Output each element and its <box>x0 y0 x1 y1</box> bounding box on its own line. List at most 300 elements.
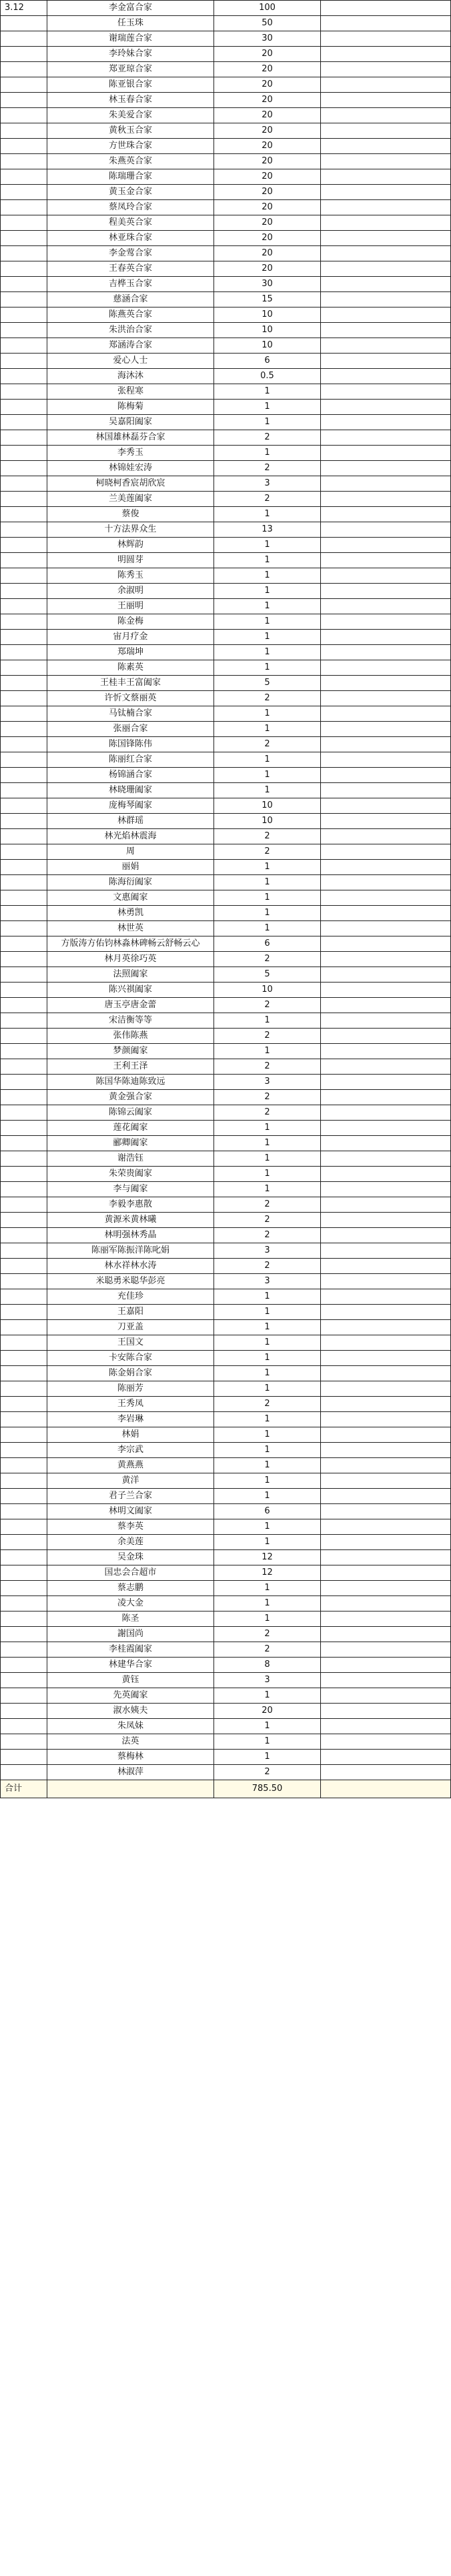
date-cell <box>1 768 47 783</box>
date-cell <box>1 906 47 921</box>
table-row <box>1 599 451 614</box>
donor-name: 郑瑞坤 <box>47 645 214 660</box>
date-cell <box>1 1565 47 1581</box>
date-cell <box>1 921 47 936</box>
empty-cell <box>321 1197 451 1213</box>
empty-cell <box>321 200 451 215</box>
empty-cell <box>321 998 451 1013</box>
empty-cell <box>321 1213 451 1228</box>
empty-cell <box>321 844 451 860</box>
date-cell <box>1 1734 47 1750</box>
empty-cell <box>321 1581 451 1596</box>
donor-name: 朱燕英合家 <box>47 154 214 169</box>
empty-cell <box>321 1550 451 1565</box>
donor-name: 蔡梅林 <box>47 1750 214 1765</box>
donor-name: 淑水姨夫 <box>47 1704 214 1719</box>
donor-name: 刀亚盖 <box>47 1320 214 1335</box>
date-cell <box>1 1136 47 1151</box>
date-cell <box>1 492 47 507</box>
empty-cell <box>321 1658 451 1673</box>
donor-name: 程美英合家 <box>47 215 214 231</box>
date-cell <box>1 568 47 584</box>
donor-name: 郦卿阖家 <box>47 1136 214 1151</box>
donor-name: 陈秀玉 <box>47 568 214 584</box>
empty-cell <box>321 1704 451 1719</box>
date-cell <box>1 844 47 860</box>
donation-amount: 1 <box>214 1136 321 1151</box>
donation-amount: 50 <box>214 16 321 31</box>
table-row <box>1 1335 451 1351</box>
table-row <box>1 967 451 983</box>
empty-cell <box>321 461 451 476</box>
date-cell <box>1 706 47 722</box>
date-cell <box>1 200 47 215</box>
donation-amount: 1 <box>214 1473 321 1489</box>
date-cell <box>1 1335 47 1351</box>
date-cell <box>1 1305 47 1320</box>
donor-name: 米聪勇米聪华彭亮 <box>47 1274 214 1289</box>
date-cell <box>1 645 47 660</box>
empty-cell <box>321 476 451 492</box>
table-row <box>1 1151 451 1167</box>
donation-amount: 8 <box>214 1658 321 1673</box>
empty-cell <box>321 1274 451 1289</box>
table-row <box>1 461 451 476</box>
table-row <box>1 1289 451 1305</box>
table-row <box>1 1719 451 1734</box>
donation-amount: 3 <box>214 476 321 492</box>
donation-amount: 2 <box>214 1197 321 1213</box>
donor-name: 蔡凤玲合家 <box>47 200 214 215</box>
donor-name: 林国雄林磊芬合家 <box>47 430 214 446</box>
empty-cell <box>321 1612 451 1627</box>
donation-amount: 1 <box>214 614 321 630</box>
empty-cell <box>321 584 451 599</box>
date-cell <box>1 1090 47 1105</box>
donor-name: 梦颜阖家 <box>47 1044 214 1059</box>
empty-cell <box>321 1059 451 1075</box>
table-row <box>1 1489 451 1504</box>
table-row <box>1 522 451 538</box>
donation-amount: 0.5 <box>214 369 321 384</box>
date-cell <box>1 169 47 185</box>
donor-name: 王利王泽 <box>47 1059 214 1075</box>
table-row <box>1 860 451 875</box>
donor-name: 十方法界众生 <box>47 522 214 538</box>
date-cell <box>1 1719 47 1734</box>
empty-cell <box>321 1750 451 1765</box>
donor-name: 周 <box>47 844 214 860</box>
date-cell <box>1 1029 47 1044</box>
empty-cell <box>321 430 451 446</box>
date-cell <box>1 1473 47 1489</box>
donation-amount: 2 <box>214 829 321 844</box>
date-cell <box>1 599 47 614</box>
table-row <box>1 1535 451 1550</box>
empty-cell <box>321 1090 451 1105</box>
donation-amount: 2 <box>214 998 321 1013</box>
donation-amount: 1 <box>214 1750 321 1765</box>
donor-name: 任玉珠 <box>47 16 214 31</box>
donation-amount: 2 <box>214 1765 321 1780</box>
date-cell <box>1 1642 47 1658</box>
date-cell <box>1 1167 47 1182</box>
empty-cell <box>321 660 451 676</box>
donation-amount: 1 <box>214 446 321 461</box>
donation-amount: 2 <box>214 1228 321 1243</box>
table-row <box>1 338 451 354</box>
donation-amount: 10 <box>214 814 321 829</box>
donor-name: 李桂霞阖家 <box>47 1642 214 1658</box>
table-row <box>1 108 451 123</box>
table-row <box>1 292 451 307</box>
donor-name: 李金富合家 <box>47 1 214 16</box>
table-row <box>1 814 451 829</box>
donor-name: 凌大金 <box>47 1596 214 1612</box>
date-cell <box>1 1688 47 1704</box>
donation-amount: 20 <box>214 123 321 139</box>
empty-cell <box>321 307 451 323</box>
date-cell <box>1 215 47 231</box>
donor-name: 陈锦云阖家 <box>47 1105 214 1121</box>
donor-name: 爱心人士 <box>47 354 214 369</box>
empty-cell <box>321 1259 451 1274</box>
empty-cell <box>321 507 451 522</box>
donation-amount: 20 <box>214 215 321 231</box>
date-cell <box>1 430 47 446</box>
date-cell <box>1 1504 47 1519</box>
donation-amount: 1 <box>214 783 321 798</box>
empty-cell <box>321 1443 451 1458</box>
donation-amount: 30 <box>214 277 321 292</box>
donation-amount: 1 <box>214 415 321 430</box>
table-row <box>1 1013 451 1029</box>
donor-name: 陈素英 <box>47 660 214 676</box>
donor-name: 李与阖家 <box>47 1182 214 1197</box>
empty-cell <box>321 1473 451 1489</box>
table-row <box>1 261 451 277</box>
table-row <box>1 154 451 169</box>
donation-amount: 1 <box>214 384 321 400</box>
table-row <box>1 1765 451 1780</box>
empty-cell <box>321 1535 451 1550</box>
empty-cell <box>321 1044 451 1059</box>
donor-name: 蔡志鹏 <box>47 1581 214 1596</box>
donor-name: 兰美莲阖家 <box>47 492 214 507</box>
donation-amount: 100 <box>214 1 321 16</box>
donor-name: 林娟 <box>47 1427 214 1443</box>
donation-amount: 1 <box>214 752 321 768</box>
date-cell <box>1 1627 47 1642</box>
date-cell <box>1 1121 47 1136</box>
empty-cell <box>321 492 451 507</box>
table-row <box>1 737 451 752</box>
empty-cell <box>321 1151 451 1167</box>
table-row <box>1 568 451 584</box>
donation-amount: 12 <box>214 1565 321 1581</box>
table-row <box>1 1351 451 1366</box>
table-row <box>1 430 451 446</box>
table-row <box>1 1596 451 1612</box>
table-row <box>1 492 451 507</box>
table-row <box>1 1305 451 1320</box>
date-cell <box>1 139 47 154</box>
date-cell <box>1 1182 47 1197</box>
donation-amount: 1 <box>214 1519 321 1535</box>
empty-cell <box>321 1565 451 1581</box>
table-row <box>1 1259 451 1274</box>
table-row <box>1 200 451 215</box>
empty-cell <box>321 1228 451 1243</box>
empty-cell <box>321 706 451 722</box>
donor-name: 王桂丰王富阖家 <box>47 676 214 691</box>
donor-name: 莲花阖家 <box>47 1121 214 1136</box>
donor-name: 李宗武 <box>47 1443 214 1458</box>
empty-cell <box>321 522 451 538</box>
empty-cell <box>321 1719 451 1734</box>
donation-amount: 15 <box>214 292 321 307</box>
empty-cell <box>321 538 451 553</box>
empty-cell <box>321 1167 451 1182</box>
donor-name: 林亚珠合家 <box>47 231 214 246</box>
empty-cell <box>321 400 451 415</box>
empty-cell <box>321 1105 451 1121</box>
empty-cell <box>321 277 451 292</box>
table-row <box>1 676 451 691</box>
date-cell <box>1 415 47 430</box>
table-row <box>1 1213 451 1228</box>
empty-cell <box>321 1458 451 1473</box>
empty-cell <box>321 614 451 630</box>
donor-name: 王国文 <box>47 1335 214 1351</box>
date-cell <box>1 93 47 108</box>
donation-amount: 10 <box>214 983 321 998</box>
date-cell: 3.12 <box>1 1 47 16</box>
date-cell <box>1 967 47 983</box>
donation-amount: 1 <box>214 860 321 875</box>
date-cell <box>1 1550 47 1565</box>
donor-name: 陈国锋陈伟 <box>47 737 214 752</box>
donation-amount: 5 <box>214 676 321 691</box>
date-cell <box>1 1381 47 1397</box>
date-cell <box>1 1612 47 1627</box>
empty-cell <box>321 369 451 384</box>
empty-cell <box>321 1504 451 1519</box>
table-row <box>1 1 451 16</box>
table-row <box>1 1443 451 1458</box>
donor-name: 王春英合家 <box>47 261 214 277</box>
date-cell <box>1 1581 47 1596</box>
donation-amount: 1 <box>214 1412 321 1427</box>
empty-cell <box>321 1596 451 1612</box>
empty-cell <box>321 415 451 430</box>
table-row <box>1 1519 451 1535</box>
table-row <box>1 921 451 936</box>
date-cell <box>1 952 47 967</box>
date-cell <box>1 476 47 492</box>
table-row <box>1 553 451 568</box>
donation-amount: 1 <box>214 1167 321 1182</box>
donation-amount: 20 <box>214 154 321 169</box>
donation-amount: 1 <box>214 875 321 890</box>
empty-cell <box>321 246 451 261</box>
donation-amount: 2 <box>214 844 321 860</box>
donation-amount: 1 <box>214 1335 321 1351</box>
donation-amount: 20 <box>214 1704 321 1719</box>
table-row <box>1 768 451 783</box>
donor-name: 王丽明 <box>47 599 214 614</box>
empty-cell <box>321 215 451 231</box>
date-cell <box>1 507 47 522</box>
donation-amount: 1 <box>214 599 321 614</box>
donation-amount: 20 <box>214 77 321 93</box>
empty-cell <box>321 47 451 62</box>
table-row <box>1 1075 451 1090</box>
donor-name: 朱洪治合家 <box>47 323 214 338</box>
empty-cell <box>321 1765 451 1780</box>
table-row <box>1 614 451 630</box>
donation-amount: 2 <box>214 1627 321 1642</box>
date-cell <box>1 338 47 354</box>
donation-amount: 1 <box>214 1596 321 1612</box>
donor-name: 黄钰 <box>47 1673 214 1688</box>
date-cell <box>1 936 47 952</box>
table-row <box>1 139 451 154</box>
donation-amount: 1 <box>214 768 321 783</box>
table-row <box>1 1366 451 1381</box>
donor-name: 林明文阖家 <box>47 1504 214 1519</box>
donation-amount: 2 <box>214 737 321 752</box>
empty-cell <box>321 768 451 783</box>
table-row <box>1 1688 451 1704</box>
donation-amount: 1 <box>214 1366 321 1381</box>
donor-name: 陈丽红合家 <box>47 752 214 768</box>
donor-name: 郑亚琼合家 <box>47 62 214 77</box>
donor-name: 陈海衍阖家 <box>47 875 214 890</box>
donor-name: 宋洁衡等等 <box>47 1013 214 1029</box>
date-cell <box>1 722 47 737</box>
date-cell <box>1 1427 47 1443</box>
table-row <box>1 1734 451 1750</box>
date-cell <box>1 123 47 139</box>
empty-cell <box>321 31 451 47</box>
date-cell <box>1 292 47 307</box>
date-cell <box>1 1765 47 1780</box>
empty-cell <box>321 108 451 123</box>
table-row <box>1 1550 451 1565</box>
date-cell <box>1 538 47 553</box>
table-row <box>1 752 451 768</box>
table-row <box>1 323 451 338</box>
table-row <box>1 354 451 369</box>
donation-amount: 2 <box>214 952 321 967</box>
donation-amount: 2 <box>214 1397 321 1412</box>
donation-amount: 20 <box>214 62 321 77</box>
table-row <box>1 1381 451 1397</box>
date-cell <box>1 1596 47 1612</box>
empty-cell <box>321 1673 451 1688</box>
empty-cell <box>321 676 451 691</box>
date-cell <box>1 1397 47 1412</box>
date-cell <box>1 630 47 645</box>
table-row <box>1 1565 451 1581</box>
donation-amount: 1 <box>214 1443 321 1458</box>
table-row <box>1 31 451 47</box>
donation-amount: 1 <box>214 660 321 676</box>
date-cell <box>1 1366 47 1381</box>
table-row <box>1 384 451 400</box>
donation-amount: 1 <box>214 1734 321 1750</box>
empty-cell <box>321 737 451 752</box>
table-row <box>1 307 451 323</box>
table-row <box>1 1029 451 1044</box>
donor-name: 朱凤妹 <box>47 1719 214 1734</box>
empty-cell <box>321 1412 451 1427</box>
donor-name: 李玲妹合家 <box>47 47 214 62</box>
table-row <box>1 1627 451 1642</box>
donation-amount: 2 <box>214 430 321 446</box>
table-row <box>1 890 451 906</box>
date-cell <box>1 1519 47 1535</box>
table-row <box>1 123 451 139</box>
table-row <box>1 507 451 522</box>
table-row <box>1 1581 451 1596</box>
donor-name: 陈梅菊 <box>47 400 214 415</box>
date-cell <box>1 369 47 384</box>
donation-amount: 1 <box>214 921 321 936</box>
date-cell <box>1 1704 47 1719</box>
empty-cell <box>321 752 451 768</box>
total-amount: 785.50 <box>214 1780 321 1798</box>
date-cell <box>1 1228 47 1243</box>
donation-amount: 1 <box>214 1013 321 1029</box>
date-cell <box>1 614 47 630</box>
donor-name: 先英阖家 <box>47 1688 214 1704</box>
table-row <box>1 1504 451 1519</box>
donor-name: 黄洋 <box>47 1473 214 1489</box>
empty-cell <box>321 860 451 875</box>
table-row <box>1 1197 451 1213</box>
empty-cell <box>321 123 451 139</box>
donor-name: 黄燕燕 <box>47 1458 214 1473</box>
donor-name: 马钛楠合家 <box>47 706 214 722</box>
empty-cell <box>321 261 451 277</box>
donation-amount: 1 <box>214 507 321 522</box>
donation-amount: 1 <box>214 538 321 553</box>
donor-name: 林群瑶 <box>47 814 214 829</box>
donation-amount: 1 <box>214 1351 321 1366</box>
table-row <box>1 630 451 645</box>
donor-name: 柯晓柯香宸胡欣宸 <box>47 476 214 492</box>
donation-amount: 20 <box>214 185 321 200</box>
donation-amount: 6 <box>214 1504 321 1519</box>
date-cell <box>1 798 47 814</box>
date-cell <box>1 47 47 62</box>
donor-name: 李岩琳 <box>47 1412 214 1427</box>
donation-amount: 20 <box>214 200 321 215</box>
donor-name: 林世英 <box>47 921 214 936</box>
empty-cell <box>321 446 451 461</box>
donor-name: 黄源米黄林曦 <box>47 1213 214 1228</box>
table-row <box>1 369 451 384</box>
table-row <box>1 277 451 292</box>
donor-name: 陈金娟合家 <box>47 1366 214 1381</box>
donation-amount: 1 <box>214 890 321 906</box>
date-cell <box>1 1351 47 1366</box>
donor-name: 王秀凤 <box>47 1397 214 1412</box>
date-cell <box>1 354 47 369</box>
total-label: 合计 <box>1 1780 47 1798</box>
